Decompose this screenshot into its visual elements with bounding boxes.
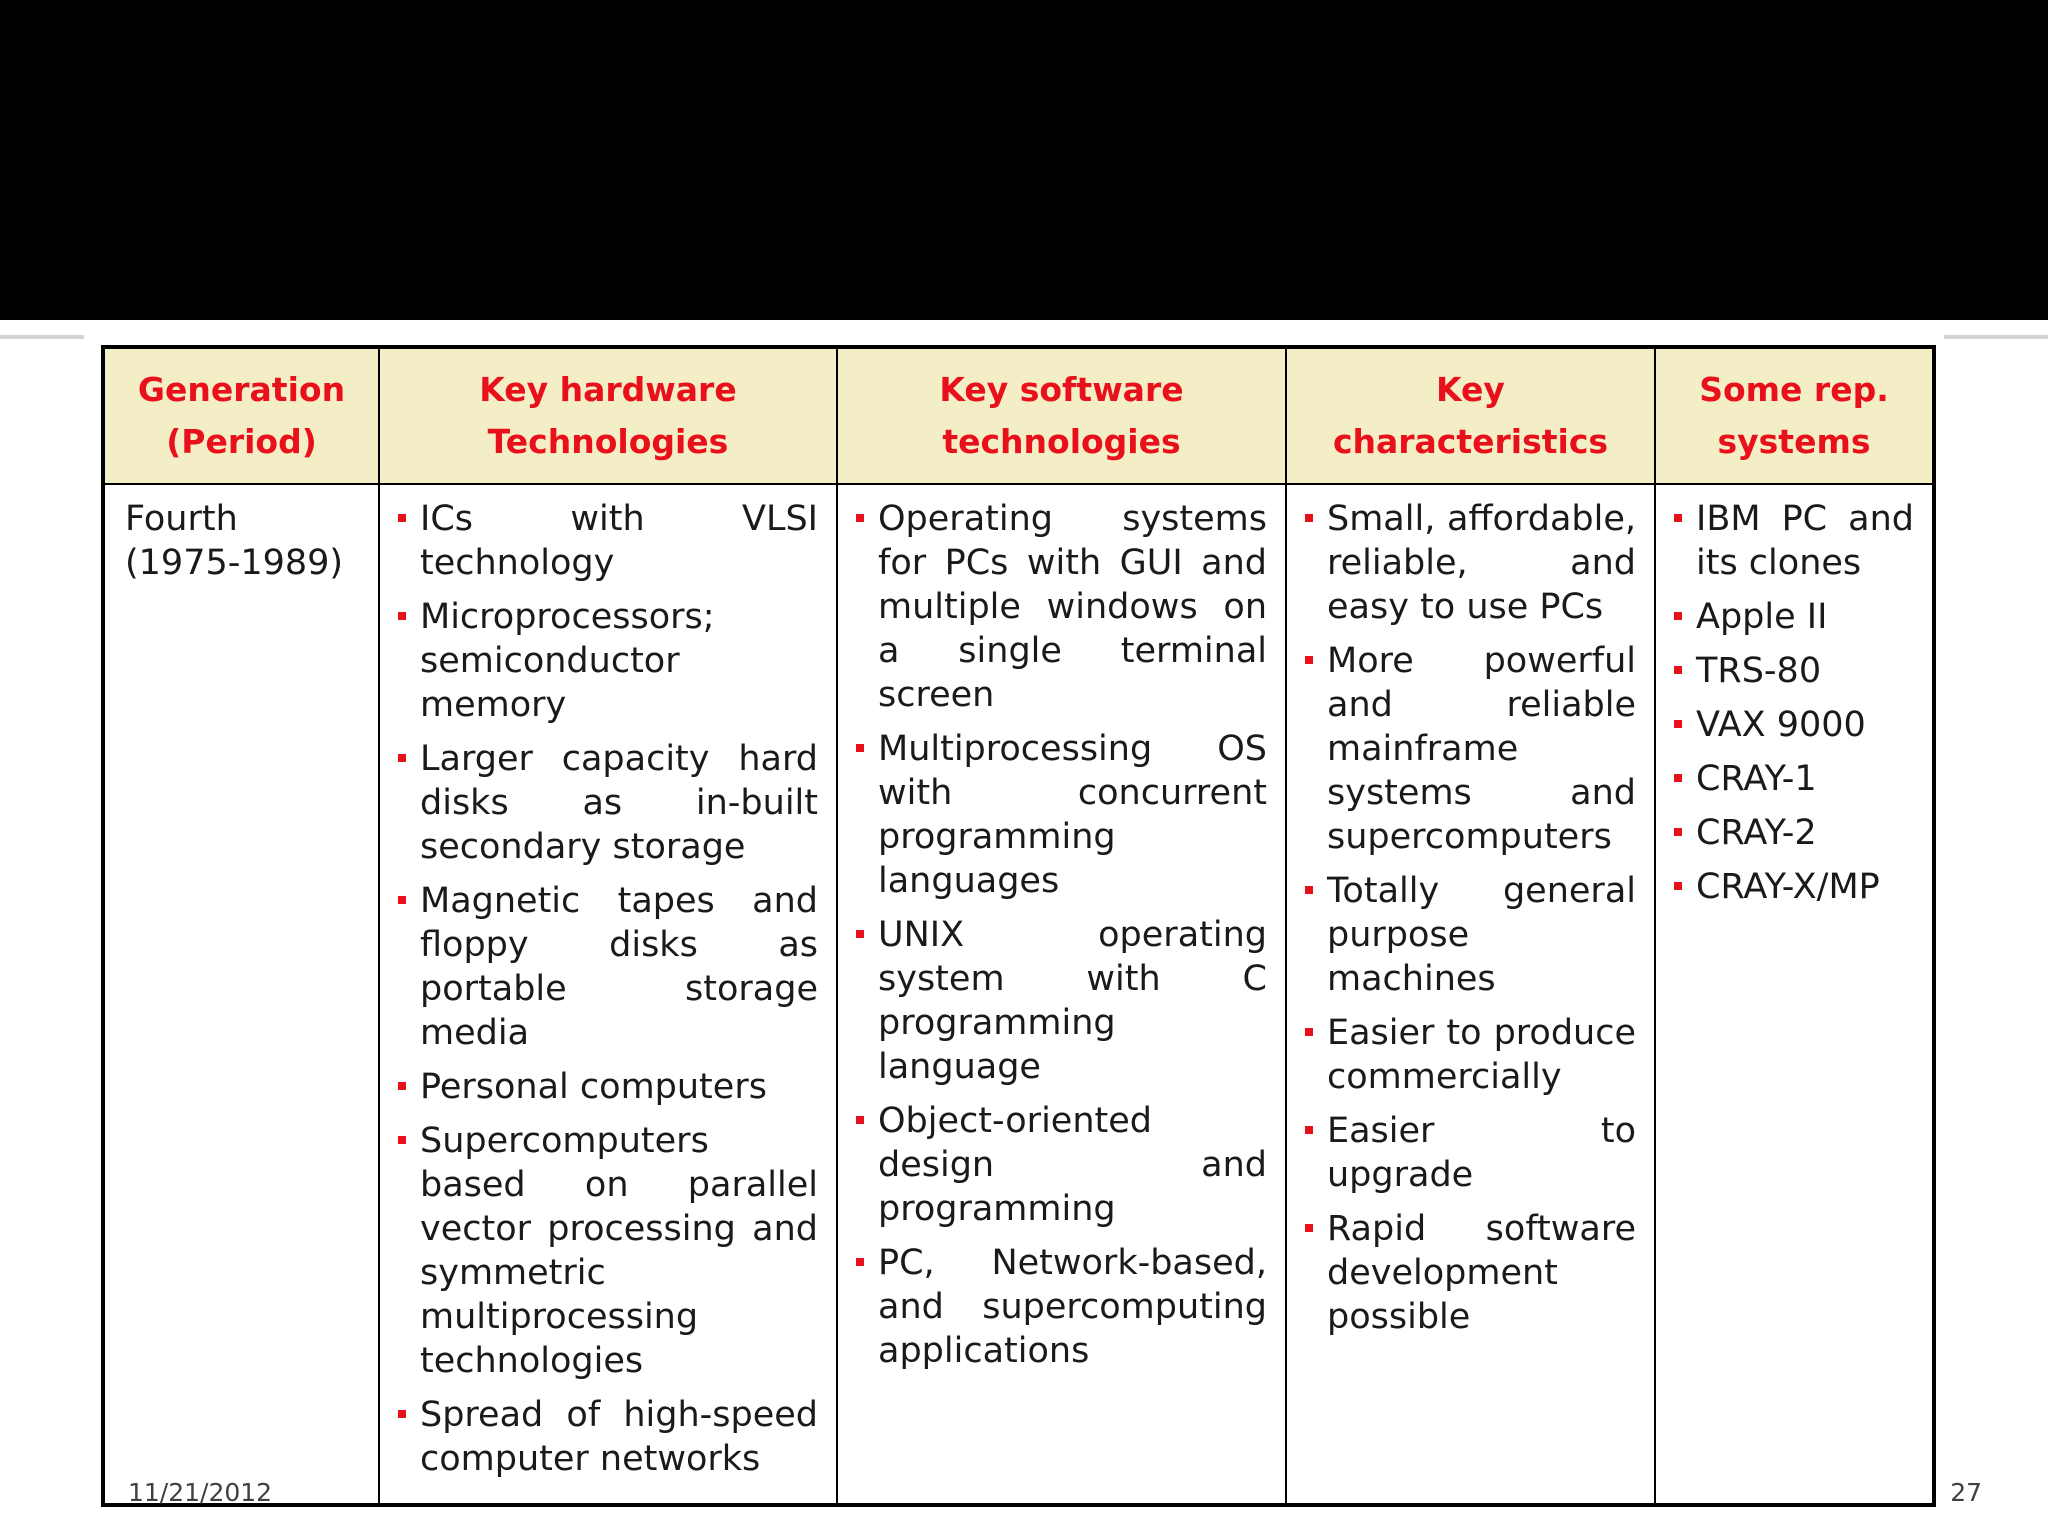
square-bullet-icon: [856, 744, 864, 752]
list-item-text: CRAY-1: [1696, 759, 1817, 799]
square-bullet-icon: [856, 1258, 864, 1266]
hardware-list: [396, 497, 818, 1481]
list-item-text: Apple II: [1696, 597, 1828, 637]
header-generation-line-1: Generation: [137, 370, 346, 409]
list-item: [1303, 1011, 1636, 1099]
list-item-text: Easier to produce commercially: [1327, 1013, 1636, 1097]
header-characteristics-line-1: Key: [1436, 370, 1505, 409]
list-item: [1303, 1207, 1636, 1339]
header-hardware: [379, 347, 837, 484]
list-item: [1672, 865, 1914, 909]
list-item: [1303, 497, 1636, 629]
list-item-text: Totally general purpose machines: [1327, 871, 1636, 999]
generation-period: (1975-1989): [125, 543, 344, 583]
list-item-text: Personal computers: [420, 1067, 767, 1107]
systems-list: [1672, 497, 1914, 909]
list-item: [1303, 869, 1636, 1001]
square-bullet-icon: [856, 1116, 864, 1124]
list-item: [854, 913, 1267, 1089]
list-item: [854, 1099, 1267, 1231]
slide-page-number: 27: [1950, 1478, 1982, 1507]
list-item-text: VAX 9000: [1696, 705, 1866, 745]
list-item-text: Spread of high-speed computer networks: [420, 1395, 818, 1479]
list-item-text: Supercomputers based on parallel vector processing and symmetric multiprocessing technologies: [420, 1121, 818, 1381]
square-bullet-icon: [1674, 666, 1682, 674]
list-item: [396, 879, 818, 1055]
square-bullet-icon: [856, 930, 864, 938]
square-bullet-icon: [1674, 828, 1682, 836]
list-item: [1672, 703, 1914, 747]
list-item-text: Operating systems for PCs with GUI and multiple windows on a single terminal screen: [878, 499, 1267, 715]
list-item: [396, 1119, 818, 1383]
square-bullet-icon: [398, 754, 406, 762]
title-divider-right: [1944, 335, 2048, 339]
table-row-fourth-generation: [103, 484, 1934, 1505]
hardware-cell: [379, 484, 837, 1505]
square-bullet-icon: [398, 1082, 406, 1090]
square-bullet-icon: [1305, 514, 1313, 522]
list-item: [396, 737, 818, 869]
list-item-text: UNIX operating system with C programming language: [878, 915, 1267, 1087]
header-hardware-line-2: Technologies: [487, 422, 729, 461]
list-item-text: TRS-80: [1696, 651, 1822, 691]
list-item-text: Rapid software development possible: [1327, 1209, 1636, 1337]
slide-title-bar: [0, 0, 2048, 320]
square-bullet-icon: [1674, 514, 1682, 522]
square-bullet-icon: [1305, 1028, 1313, 1036]
list-item: [396, 497, 818, 585]
list-item-text: Small, affordable, reliable, and easy to use PCs: [1327, 499, 1636, 627]
header-software: [837, 347, 1286, 484]
square-bullet-icon: [1305, 1224, 1313, 1232]
list-item: [1672, 811, 1914, 855]
square-bullet-icon: [1674, 882, 1682, 890]
list-item: [396, 1065, 818, 1109]
header-systems-line-2: systems: [1717, 422, 1871, 461]
software-list: [854, 497, 1267, 1373]
table-header-row: [103, 347, 1934, 484]
square-bullet-icon: [398, 1410, 406, 1418]
square-bullet-icon: [1674, 720, 1682, 728]
title-divider-left: [0, 335, 84, 339]
list-item: [854, 727, 1267, 903]
header-generation: [103, 347, 379, 484]
header-systems: [1655, 347, 1934, 484]
list-item: [1672, 649, 1914, 693]
list-item-text: IBM PC and its clones: [1696, 499, 1914, 583]
header-generation-line-2: (Period): [166, 422, 317, 461]
generation-cell: [103, 484, 379, 1505]
list-item: [854, 1241, 1267, 1373]
list-item-text: Object-oriented design and programming: [878, 1101, 1267, 1229]
list-item: [1672, 595, 1914, 639]
square-bullet-icon: [398, 514, 406, 522]
header-software-line-2: technologies: [942, 422, 1181, 461]
list-item-text: Multiprocessing OS with concurrent programming languages: [878, 729, 1267, 901]
software-cell: [837, 484, 1286, 1505]
square-bullet-icon: [398, 1136, 406, 1144]
square-bullet-icon: [1674, 612, 1682, 620]
characteristics-cell: [1286, 484, 1655, 1505]
square-bullet-icon: [1305, 1126, 1313, 1134]
slide-date: 11/21/2012: [128, 1478, 273, 1507]
list-item-text: Easier to upgrade: [1327, 1111, 1636, 1195]
list-item-text: More powerful and reliable mainframe systems and supercomputers: [1327, 641, 1636, 857]
list-item-text: CRAY-X/MP: [1696, 867, 1880, 907]
square-bullet-icon: [1305, 656, 1313, 664]
square-bullet-icon: [1674, 774, 1682, 782]
list-item: [1303, 1109, 1636, 1197]
square-bullet-icon: [398, 612, 406, 620]
list-item-text: ICs with VLSI technology: [420, 499, 818, 583]
systems-cell: [1655, 484, 1934, 1505]
list-item-text: Larger capacity hard disks as in-built secondary storage: [420, 739, 818, 867]
list-item-text: Magnetic tapes and floppy disks as portable storage media: [420, 881, 818, 1053]
list-item: [396, 595, 818, 727]
list-item-text: Microprocessors; semiconductor memory: [420, 597, 715, 725]
header-systems-line-1: Some rep.: [1699, 370, 1889, 409]
generation-name: Fourth: [125, 499, 238, 539]
list-item: [1672, 497, 1914, 585]
list-item-text: PC, Network-based, and supercomputing applications: [878, 1243, 1267, 1371]
header-hardware-line-1: Key hardware: [479, 370, 737, 409]
header-software-line-1: Key software: [939, 370, 1184, 409]
list-item: [854, 497, 1267, 717]
square-bullet-icon: [398, 896, 406, 904]
list-item-text: CRAY-2: [1696, 813, 1817, 853]
square-bullet-icon: [856, 514, 864, 522]
header-characteristics: [1286, 347, 1655, 484]
header-characteristics-line-2: characteristics: [1332, 422, 1609, 461]
square-bullet-icon: [1305, 886, 1313, 894]
computer-generations-table: [101, 345, 1936, 1507]
list-item: [1672, 757, 1914, 801]
list-item: [1303, 639, 1636, 859]
characteristics-list: [1303, 497, 1636, 1339]
list-item: [396, 1393, 818, 1481]
